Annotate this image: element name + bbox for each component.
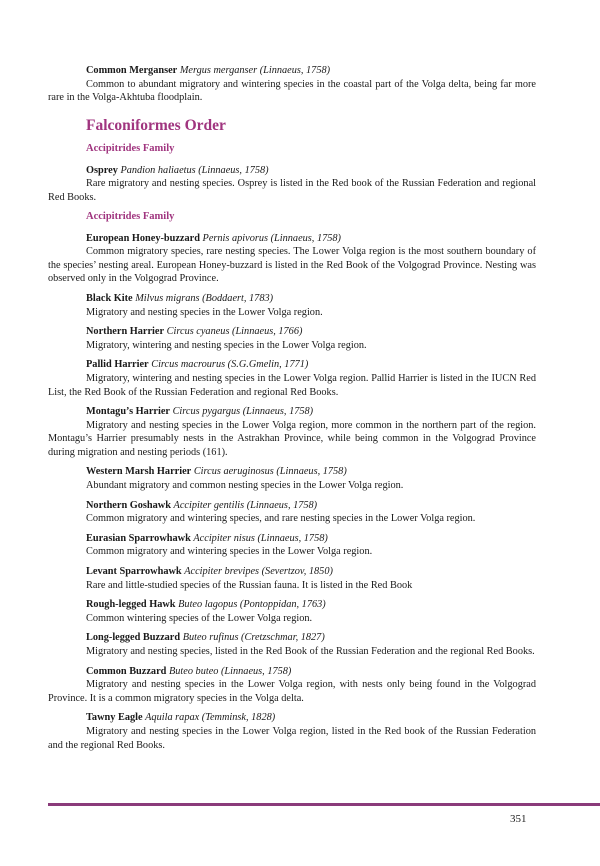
species-description: Migratory, wintering and nesting species in the Lower Volga region. Pallid Harrier is listed in the IUCN Red List, the Red Book of the Russian Federation and regional Red Books. bbox=[48, 372, 536, 398]
species-entry bbox=[48, 292, 536, 319]
species-heading bbox=[48, 164, 536, 178]
species-entry bbox=[48, 565, 536, 592]
species-entry bbox=[48, 358, 536, 399]
species-description: Migratory and nesting species in the Lower Volga region. bbox=[86, 306, 323, 318]
species-common-name: Osprey bbox=[86, 164, 118, 176]
species-heading bbox=[48, 64, 536, 78]
order-heading: Falconiformes Order bbox=[86, 116, 226, 134]
species-latin-name: Circus macrourus (S.G.Gmelin, 1771) bbox=[151, 359, 309, 371]
species-common-name: Eurasian Sparrowhawk bbox=[86, 532, 191, 544]
species-latin-name: Buteo lagopus (Pontoppidan, 1763) bbox=[178, 599, 326, 611]
species-heading bbox=[48, 232, 536, 246]
species-heading bbox=[48, 358, 536, 372]
species-heading bbox=[48, 292, 536, 306]
species-common-name: Montagu’s Harrier bbox=[86, 406, 170, 418]
species-description: Migratory, wintering and nesting species in the Lower Volga region. bbox=[86, 339, 367, 351]
species-heading bbox=[48, 711, 536, 725]
species-latin-name: Accipiter gentilis (Linnaeus, 1758) bbox=[173, 499, 318, 511]
species-latin-name: Mergus merganser (Linnaeus, 1758) bbox=[179, 65, 331, 76]
page-content bbox=[48, 64, 536, 758]
species-common-name: Long-legged Buzzard bbox=[86, 632, 181, 644]
family-heading: Accipitrides Family bbox=[86, 142, 175, 154]
species-entry bbox=[48, 232, 536, 286]
species-latin-name: Pernis apivorus (Linnaeus, 1758) bbox=[202, 232, 341, 244]
species-common-name: Northern Harrier bbox=[86, 326, 165, 338]
species-description: Common to abundant migratory and wintering species in the coastal part of the Volga delta, being far more rare in the Volga-Akhtuba floodplain. bbox=[48, 78, 536, 104]
page-number: 351 bbox=[510, 813, 527, 825]
species-latin-name: Aquila rapax (Temminsk, 1828) bbox=[145, 712, 276, 724]
species-heading bbox=[48, 325, 536, 339]
species-description: Rare migratory and nesting species. Osprey is listed in the Red book of the Russian Federation and regional Red Books. bbox=[48, 178, 536, 203]
species-common-name: Tawny Eagle bbox=[86, 712, 143, 724]
species-entry bbox=[48, 465, 536, 492]
species-latin-name: Accipiter brevipes (Severtzov, 1850) bbox=[184, 566, 333, 578]
species-entry bbox=[48, 64, 536, 105]
species-heading bbox=[48, 565, 536, 579]
species-description: Common migratory and wintering species in the Lower Volga region. bbox=[86, 546, 373, 558]
species-latin-name: Circus aeruginosus (Linnaeus, 1758) bbox=[193, 466, 347, 478]
species-heading bbox=[48, 598, 536, 612]
species-common-name: Common Buzzard bbox=[86, 665, 167, 677]
species-common-name: European Honey-buzzard bbox=[86, 232, 200, 244]
species-common-name: Western Marsh Harrier bbox=[86, 466, 192, 478]
species-latin-name: Circus cyaneus (Linnaeus, 1766) bbox=[166, 326, 303, 338]
species-description: Rare and little-studied species of the Russian fauna. It is listed in the Red Book bbox=[86, 579, 413, 591]
species-heading bbox=[48, 405, 536, 419]
species-description: Abundant migratory and common nesting species in the Lower Volga region. bbox=[86, 480, 404, 492]
species-entry bbox=[48, 405, 536, 459]
species-heading bbox=[48, 465, 536, 479]
species-description: Migratory and nesting species in the Lower Volga region, with nests only being found in the Volgograd Province. It is a common migratory species in the Volga delta. bbox=[48, 679, 536, 704]
species-entry bbox=[48, 598, 536, 625]
species-entry bbox=[48, 164, 536, 205]
species-description: Common wintering species of the Lower Volga region. bbox=[86, 612, 313, 624]
species-heading bbox=[48, 665, 536, 679]
species-entry bbox=[48, 325, 536, 352]
species-description: Migratory and nesting species in the Lower Volga region, more common in the northern part of the region. Montagu’s Harrier presumably nests in the Astrakhan Province, while being common in the Volgograd Province during migration and nesting periods (161). bbox=[48, 419, 536, 458]
species-latin-name: Milvus migrans (Boddaert, 1783) bbox=[135, 292, 274, 304]
species-common-name: Black Kite bbox=[86, 292, 133, 304]
species-common-name: Rough-legged Hawk bbox=[86, 599, 176, 611]
species-entry bbox=[48, 665, 536, 706]
species-common-name: Northern Goshawk bbox=[86, 499, 171, 511]
species-description: Migratory and nesting species in the Lower Volga region, listed in the Red book of the Russian Federation and the regional Red Books. bbox=[48, 725, 536, 751]
species-entry bbox=[48, 631, 536, 658]
species-heading bbox=[48, 631, 536, 645]
species-entry bbox=[48, 711, 536, 752]
species-common-name: Common Merganser bbox=[86, 65, 178, 76]
species-latin-name: Buteo buteo (Linnaeus, 1758) bbox=[168, 665, 292, 677]
species-latin-name: Pandion haliaetus (Linnaeus, 1758) bbox=[120, 164, 269, 176]
species-latin-name: Accipiter nisus (Linnaeus, 1758) bbox=[193, 532, 328, 544]
species-entry bbox=[48, 499, 536, 526]
species-description: Migratory and nesting species, listed in the Red Book of the Russian Federation and the regional Red Books. bbox=[86, 646, 535, 657]
species-latin-name: Buteo rufinus (Cretzschmar, 1827) bbox=[182, 632, 325, 644]
species-description: Common migratory and wintering species, and rare nesting species in the Lower Volga region. bbox=[86, 513, 476, 525]
species-heading bbox=[48, 532, 536, 546]
species-latin-name: Circus pygargus (Linnaeus, 1758) bbox=[172, 406, 314, 418]
species-entry bbox=[48, 532, 536, 559]
species-common-name: Pallid Harrier bbox=[86, 359, 149, 371]
species-description: Common migratory species, rare nesting species. The Lower Volga region is the most southern boundary of the species’ nesting areal. European Honey-buzzard is listed in the Red Book of the Volgograd Province. Nesting was observed only in the Volgograd Province. bbox=[48, 246, 536, 285]
footer-rule bbox=[48, 803, 600, 806]
family-heading: Accipitrides Family bbox=[86, 210, 175, 222]
species-common-name: Levant Sparrowhawk bbox=[86, 566, 182, 578]
species-heading bbox=[48, 499, 536, 513]
